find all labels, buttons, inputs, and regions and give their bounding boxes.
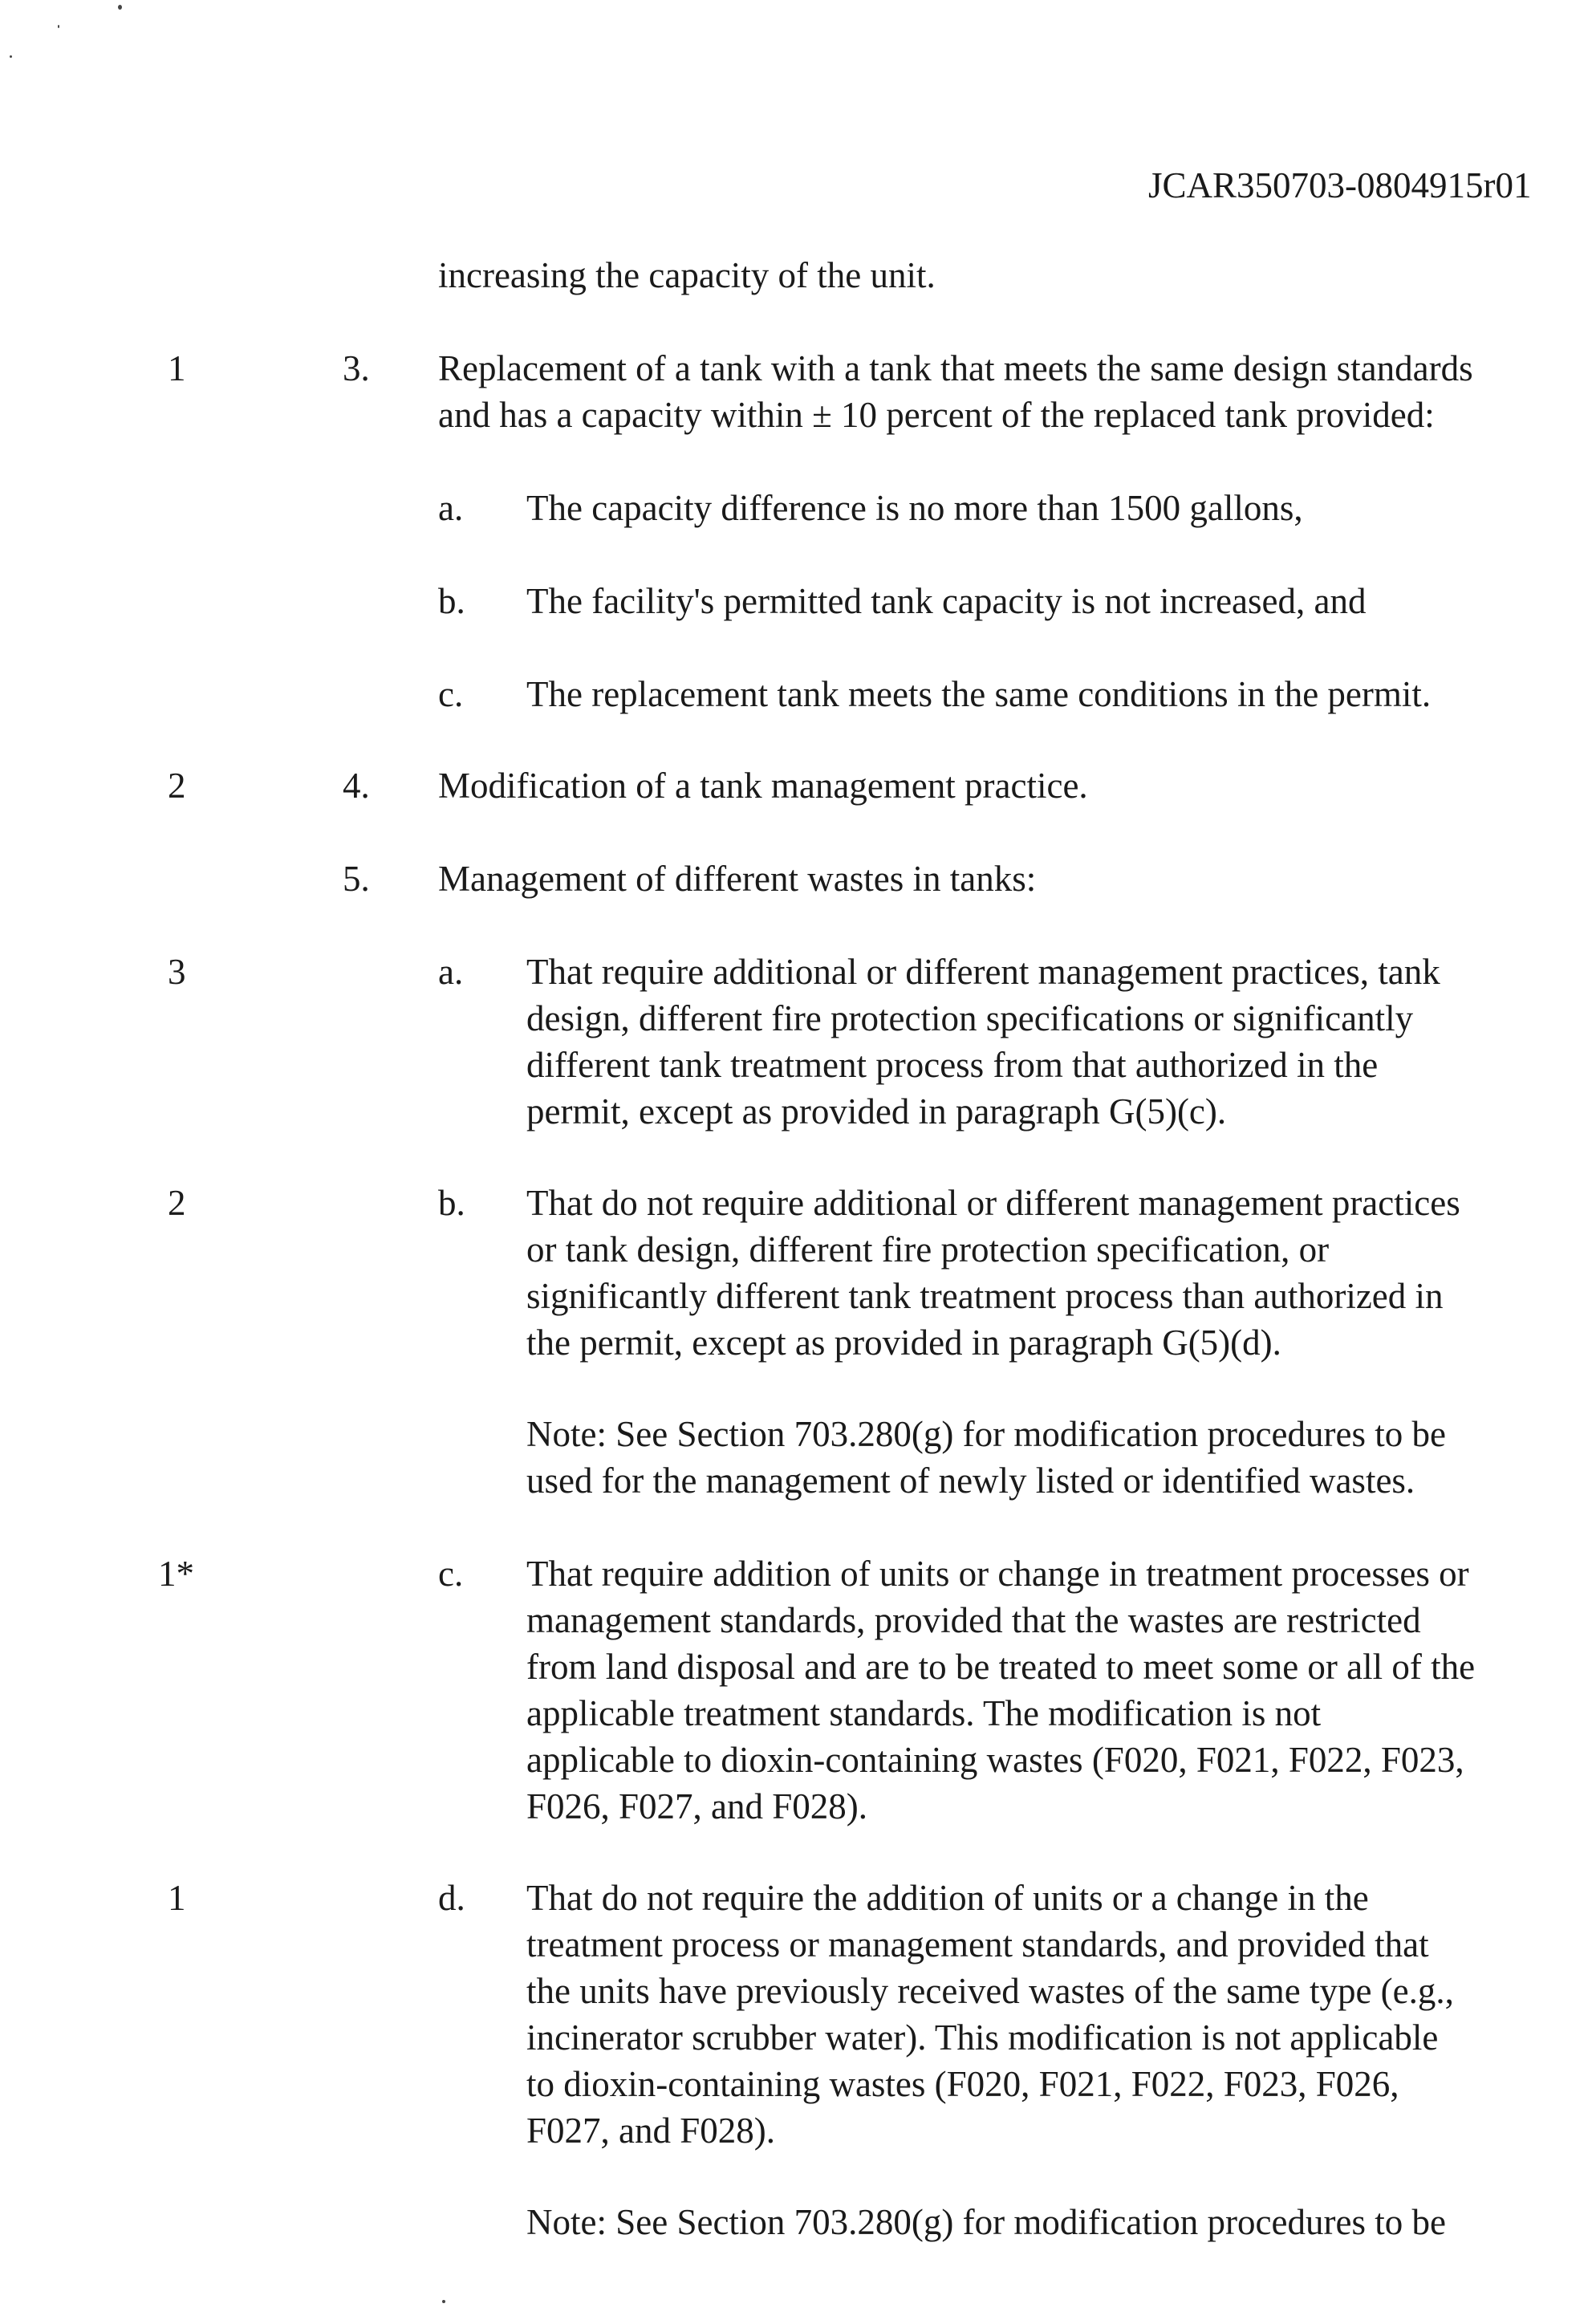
item-3-text: Replacement of a tank with a tank that meets the same design standards and has a capacity within ± 10 percent of the replaced tank provided: bbox=[438, 348, 1473, 435]
sub-item-text: The replacement tank meets the same conditions in the permit. bbox=[526, 674, 1432, 714]
sub-item-text: The capacity difference is no more than 1500 gallons, bbox=[526, 488, 1303, 528]
scan-speck bbox=[10, 55, 12, 58]
document-id: JCAR350703-0804915r01 bbox=[1148, 165, 1532, 205]
item-number: 3. bbox=[343, 348, 370, 388]
scan-speck bbox=[442, 2300, 445, 2303]
note-text: Note: See Section 703.280(g) for modification procedures to be bbox=[526, 2202, 1446, 2242]
item-number: 5. bbox=[343, 859, 370, 899]
class-number: 3 bbox=[168, 952, 186, 992]
scan-speck bbox=[118, 5, 122, 10]
scan-speck bbox=[58, 25, 59, 28]
item-number: 4. bbox=[343, 766, 370, 806]
sub-item-text: That do not require the addition of units or a change in the treatment process or management standards, and provided that the units have previously received wastes of the same type (e.g., incinerator scrubber water). This modification is not applicable to dioxin-containing wastes (F020, F021, F022, F023, F026, F027, and F028). bbox=[526, 1878, 1454, 2151]
sub-letter: b. bbox=[438, 581, 465, 621]
sub-item-text: That do not require additional or different management practices or tank design, different fire protection specification, or significantly different tank treatment process than authorized in the permit, except as provided in paragraph G(5)(d). bbox=[526, 1183, 1460, 1363]
item-5-text: Management of different wastes in tanks: bbox=[438, 859, 1037, 899]
sub-letter: d. bbox=[438, 1878, 465, 1918]
sub-letter: a. bbox=[438, 488, 464, 528]
class-number: 2 bbox=[168, 1183, 186, 1223]
class-number: 1 bbox=[168, 1878, 186, 1918]
sub-letter: c. bbox=[438, 1554, 464, 1594]
item-4-text: Modification of a tank management practice. bbox=[438, 766, 1088, 806]
sub-item-text: That require addition of units or change in treatment processes or management standards, provided that the wastes are restricted from land disposal and are to be treated to meet some or all of the applicable treatment standards. The modification is not applicable to dioxin-containing wastes (F020, F021, F022, F023, F026, F027, and F028). bbox=[526, 1554, 1476, 1826]
class-number: 1* bbox=[158, 1554, 194, 1594]
sub-item-text: That require additional or different management practices, tank design, different fire protection specifications or significantly different tank treatment process from that authorized in the permit, except as provided in paragraph G(5)(c). bbox=[526, 952, 1440, 1132]
class-number: 1 bbox=[168, 348, 186, 388]
note-text: Note: See Section 703.280(g) for modification procedures to be used for the management of newly listed or identified wastes. bbox=[526, 1414, 1446, 1501]
class-number: 2 bbox=[168, 766, 186, 806]
sub-item-text: The facility's permitted tank capacity is not increased, and bbox=[526, 581, 1367, 621]
sub-letter: a. bbox=[438, 952, 464, 992]
continuation-text: increasing the capacity of the unit. bbox=[438, 255, 936, 295]
sub-letter: c. bbox=[438, 674, 464, 714]
sub-letter: b. bbox=[438, 1183, 465, 1223]
